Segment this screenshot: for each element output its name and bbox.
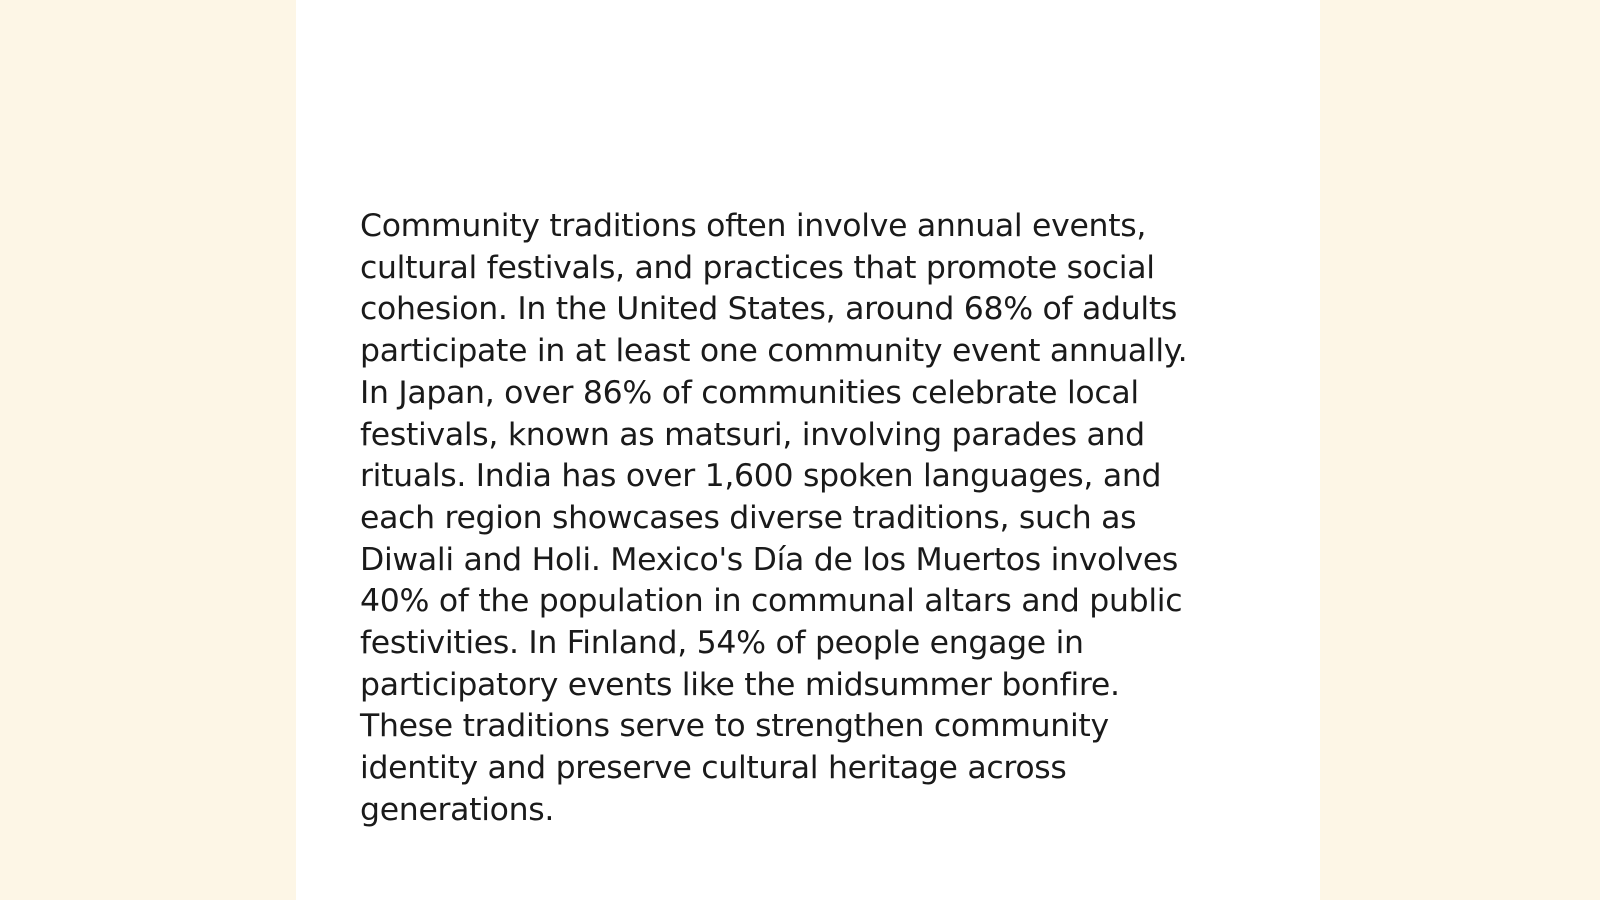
text-line: Diwali and Holi. Mexico's Día de los Muertos involves <box>360 541 1179 578</box>
text-line: In Japan, over 86% of communities celebrate local <box>360 374 1139 411</box>
text-line: festivals, known as matsuri, involving parades and <box>360 416 1145 453</box>
text-line: participate in at least one community event annually. <box>360 333 1188 370</box>
text-line: cultural festivals, and practices that promote social <box>360 249 1155 286</box>
text-line: rituals. India has over 1,600 spoken languages, and <box>360 458 1162 495</box>
document-page <box>296 0 1320 900</box>
text-line: Community traditions often involve annual events, <box>360 208 1147 244</box>
text-line: 40% of the population in communal altars and public <box>360 583 1183 620</box>
text-line: These traditions serve to strengthen community <box>360 708 1109 745</box>
text-line: each region showcases diverse traditions, such as <box>360 499 1137 536</box>
text-line: identity and preserve cultural heritage across <box>360 750 1067 787</box>
text-line: participatory events like the midsummer bonfire. <box>360 666 1120 703</box>
text-line: festivities. In Finland, 54% of people engage in <box>360 625 1084 662</box>
body-paragraph <box>360 206 1260 832</box>
text-line: cohesion. In the United States, around 68% of adults <box>360 291 1178 328</box>
text-line: generations. <box>360 791 555 828</box>
